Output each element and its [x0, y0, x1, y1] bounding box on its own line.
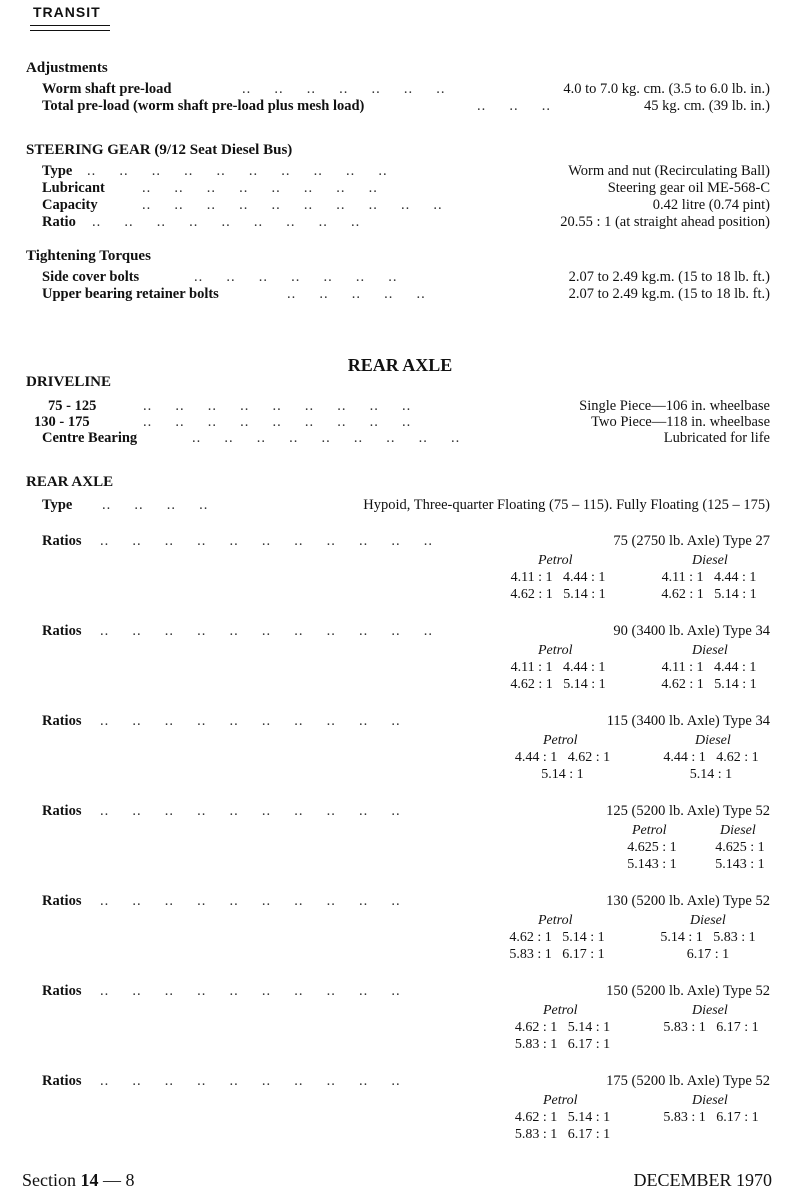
- spec-value: 45 kg. cm. (39 lb. in.): [643, 98, 770, 114]
- ratio-line: 4.62 : 1 5.14 : 1: [509, 930, 605, 945]
- petrol-label: Petrol: [632, 823, 667, 838]
- leader-dots: .. .. .. .. .. .. .. .. ..: [143, 398, 412, 414]
- spec-label: Ratios: [42, 623, 82, 639]
- leader-dots: .. .. .. .. .. .. ..: [194, 269, 398, 285]
- spec-row: [42, 802, 770, 820]
- petrol-label: Petrol: [538, 913, 573, 928]
- diesel-label: Diesel: [690, 913, 726, 928]
- spec-label: Ratio: [42, 214, 76, 230]
- ratio-line: 4.625 : 1: [627, 840, 677, 855]
- leader-dots: .. .. .. .. .. .. .. .. ..: [192, 430, 461, 446]
- spec-value: Two Piece—118 in. wheelbase: [591, 414, 770, 430]
- leader-dots: .. .. .. .. .. .. .. .. .. ..: [142, 197, 443, 213]
- petrol-ratios: [500, 1109, 625, 1143]
- section-number: 14: [80, 1170, 99, 1190]
- spec-value: 0.42 litre (0.74 pint): [652, 197, 770, 213]
- ratio-line: 5.83 : 1 6.17 : 1: [514, 1127, 611, 1142]
- spec-value: 75 (2750 lb. Axle) Type 27: [613, 533, 770, 549]
- spec-value: 2.07 to 2.49 kg.m. (15 to 18 lb. ft.): [568, 269, 770, 285]
- ratio-line: 5.14 : 1: [689, 767, 733, 782]
- petrol-ratios: [500, 749, 625, 783]
- spec-row: [42, 285, 770, 303]
- leader-dots: .. .. .. .. .. .. .. .. .. ..: [87, 163, 388, 179]
- spec-row: [42, 97, 770, 115]
- leader-dots: .. .. .. .. .. .. .. ..: [142, 180, 378, 196]
- ratio-line: 4.11 : 1 4.44 : 1: [510, 660, 606, 675]
- diesel-label: Diesel: [692, 1003, 728, 1018]
- leader-dots: .. .. .. .. .. .. .. .. .. .. ..: [100, 533, 433, 549]
- spec-row: [42, 80, 770, 98]
- spec-row: [42, 982, 770, 1000]
- spec-value: Steering gear oil ME-568-C: [607, 180, 770, 196]
- spec-row: [42, 712, 770, 730]
- spec-row: [42, 213, 770, 231]
- spec-value: 2.07 to 2.49 kg.m. (15 to 18 lb. ft.): [568, 286, 770, 302]
- petrol-label: Petrol: [543, 733, 578, 748]
- torques-heading: Tightening Torques: [26, 248, 151, 264]
- spec-label: Type: [42, 497, 73, 513]
- ratio-line: 4.44 : 1 4.62 : 1: [663, 750, 759, 765]
- ratio-line: 4.11 : 1 4.44 : 1: [661, 570, 757, 585]
- ratio-line: 4.62 : 1 5.14 : 1: [661, 587, 757, 602]
- diesel-label: Diesel: [692, 643, 728, 658]
- ratio-line: 4.44 : 1 4.62 : 1: [514, 750, 611, 765]
- ratio-line: 4.625 : 1: [715, 840, 765, 855]
- diesel-ratios: [700, 839, 780, 873]
- diesel-ratios: [650, 749, 772, 783]
- adjustments-heading: Adjustments: [26, 60, 108, 76]
- spec-label: Ratios: [42, 533, 82, 549]
- ratio-line: 5.143 : 1: [627, 857, 677, 872]
- spec-value: Lubricated for life: [663, 430, 770, 446]
- petrol-label: Petrol: [543, 1093, 578, 1108]
- spec-label: Ratios: [42, 713, 82, 729]
- leader-dots: .. .. .. .. .. .. .. .. .. ..: [100, 713, 401, 729]
- spec-row: [42, 1072, 770, 1090]
- section-suffix: — 8: [98, 1170, 135, 1190]
- spec-row: [42, 622, 770, 640]
- leader-dots: .. .. ..: [477, 98, 551, 114]
- leader-dots: .. .. .. ..: [102, 497, 209, 513]
- spec-label: Ratios: [42, 803, 82, 819]
- driveline-heading: DRIVELINE: [26, 374, 112, 390]
- spec-value: 90 (3400 lb. Axle) Type 34: [613, 623, 770, 639]
- spec-label: Lubricant: [42, 180, 105, 196]
- diesel-label: Diesel: [692, 1093, 728, 1108]
- diesel-ratios: [648, 659, 770, 693]
- spec-label: Centre Bearing: [42, 430, 138, 446]
- leader-dots: .. .. .. .. .. .. .. .. .. ..: [100, 983, 401, 999]
- ratio-line: 4.62 : 1 5.14 : 1: [514, 1020, 611, 1035]
- spec-row: [42, 429, 770, 447]
- diesel-ratios: [650, 1019, 772, 1036]
- spec-label: Capacity: [42, 197, 98, 213]
- ratio-line: 4.62 : 1 5.14 : 1: [510, 587, 606, 602]
- ratio-line: 5.83 : 1 6.17 : 1: [509, 947, 605, 962]
- petrol-ratios: [612, 839, 692, 873]
- diesel-label: Diesel: [720, 823, 756, 838]
- petrol-ratios: [500, 1019, 625, 1053]
- steering-heading: [26, 142, 292, 159]
- spec-label: 75 - 125: [48, 398, 97, 414]
- spec-label: Side cover bolts: [42, 269, 140, 285]
- header-rule: [30, 30, 110, 31]
- header-rule: [30, 25, 110, 26]
- date-footer: DECEMBER 1970: [633, 1170, 772, 1190]
- leader-dots: .. .. .. .. .. .. .. .. .. ..: [100, 1073, 401, 1089]
- petrol-ratios: [498, 569, 618, 603]
- spec-row: [42, 196, 770, 214]
- spec-value: 150 (5200 lb. Axle) Type 52: [606, 983, 770, 999]
- ratio-line: 5.83 : 1 6.17 : 1: [663, 1110, 759, 1125]
- spec-row: [42, 179, 770, 197]
- section-prefix: Section: [22, 1170, 81, 1190]
- spec-value: 20.55 : 1 (at straight ahead position): [560, 214, 770, 230]
- diesel-label: Diesel: [692, 553, 728, 568]
- leader-dots: .. .. .. .. .. .. ..: [242, 81, 446, 97]
- leader-dots: .. .. .. .. .. .. .. .. .. ..: [100, 893, 401, 909]
- leader-dots: .. .. .. .. .. .. .. .. ..: [143, 414, 412, 430]
- ratio-line: 4.62 : 1 5.14 : 1: [510, 677, 606, 692]
- diesel-label: Diesel: [695, 733, 731, 748]
- spec-value: 175 (5200 lb. Axle) Type 52: [606, 1073, 770, 1089]
- petrol-label: Petrol: [538, 553, 573, 568]
- ratio-line: 5.14 : 1 5.83 : 1: [660, 930, 756, 945]
- spec-value: Worm and nut (Recirculating Ball): [568, 163, 770, 179]
- ratio-line: 4.62 : 1 5.14 : 1: [514, 1110, 611, 1125]
- steering-heading-main: STEERING GEAR: [26, 142, 151, 158]
- spec-label: Upper bearing retainer bolts: [42, 286, 219, 302]
- rear-axle-heading: REAR AXLE: [26, 474, 114, 490]
- spec-row: [42, 892, 770, 910]
- ratio-line: 4.11 : 1 4.44 : 1: [510, 570, 606, 585]
- ratio-line: 4.62 : 1 5.14 : 1: [661, 677, 757, 692]
- leader-dots: .. .. .. .. .. .. .. .. ..: [92, 214, 361, 230]
- spec-value: 115 (3400 lb. Axle) Type 34: [606, 713, 770, 729]
- spec-value: 4.0 to 7.0 kg. cm. (3.5 to 6.0 lb. in.): [563, 81, 770, 97]
- leader-dots: .. .. .. .. ..: [287, 286, 426, 302]
- spec-value: Hypoid, Three-quarter Floating (75 – 115). Fully Floating (125 – 175): [363, 497, 770, 513]
- petrol-label: Petrol: [538, 643, 573, 658]
- ratio-line: 6.17 : 1: [686, 947, 730, 962]
- spec-value: 130 (5200 lb. Axle) Type 52: [606, 893, 770, 909]
- section-footer: [22, 1170, 135, 1191]
- section-title: REAR AXLE: [347, 355, 453, 375]
- ratio-line: 5.14 : 1: [541, 767, 584, 782]
- page-header: TRANSIT: [33, 4, 101, 20]
- spec-value: Single Piece—106 in. wheelbase: [579, 398, 770, 414]
- spec-row: [42, 532, 770, 550]
- spec-label: Ratios: [42, 893, 82, 909]
- spec-row: [42, 268, 770, 286]
- spec-row: [42, 162, 770, 180]
- petrol-ratios: [498, 659, 618, 693]
- ratio-line: 5.83 : 1 6.17 : 1: [514, 1037, 611, 1052]
- spec-label: Ratios: [42, 983, 82, 999]
- ratio-line: 5.83 : 1 6.17 : 1: [663, 1020, 759, 1035]
- petrol-label: Petrol: [543, 1003, 578, 1018]
- ratio-line: 5.143 : 1: [715, 857, 765, 872]
- diesel-ratios: [650, 1109, 772, 1126]
- spec-label: Worm shaft pre-load: [42, 81, 172, 97]
- spec-label: Type: [42, 163, 73, 179]
- spec-label: 130 - 175: [34, 414, 90, 430]
- ratio-line: 4.11 : 1 4.44 : 1: [661, 660, 757, 675]
- spec-label: Ratios: [42, 1073, 82, 1089]
- leader-dots: .. .. .. .. .. .. .. .. .. .. ..: [100, 623, 433, 639]
- spec-row: [42, 496, 770, 514]
- diesel-ratios: [646, 929, 770, 963]
- spec-label: Total pre-load (worm shaft pre-load plus mesh load): [42, 98, 365, 114]
- leader-dots: .. .. .. .. .. .. .. .. .. ..: [100, 803, 401, 819]
- steering-heading-sub: (9/12 Seat Diesel Bus): [150, 142, 293, 158]
- spec-value: 125 (5200 lb. Axle) Type 52: [606, 803, 770, 819]
- petrol-ratios: [496, 929, 618, 963]
- diesel-ratios: [648, 569, 770, 603]
